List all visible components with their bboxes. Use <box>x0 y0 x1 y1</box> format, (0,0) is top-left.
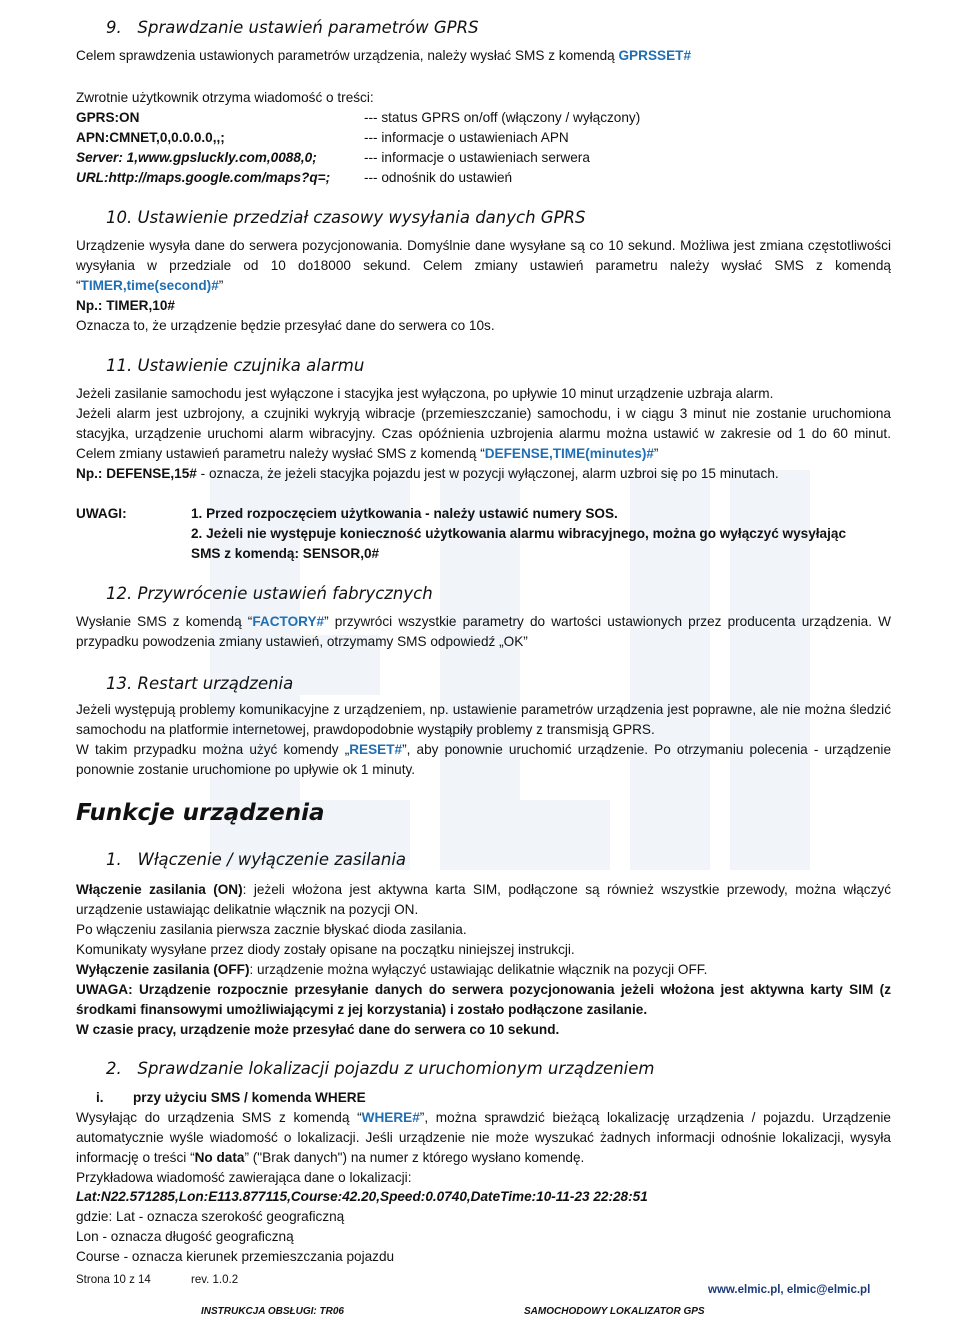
definition-lon: Lon - oznacza długość geograficzną <box>76 1229 294 1244</box>
section-10-paragraph <box>76 236 891 296</box>
section-11-heading <box>106 356 364 375</box>
command-gprsset: GPRSSET# <box>618 48 692 63</box>
reply-row-server-left: Server: 1,www.gpsluckly.com,0088,0; <box>76 150 317 165</box>
section-11-line1: Jeżeli zasilanie samochodu jest wyłączone i stacyjka jest wyłączona, po upływie 10 minut urządzenie uzbraja alarm. <box>76 386 774 401</box>
function-2-sub-number: i. <box>96 1090 104 1105</box>
section-13-number: 13. <box>106 674 133 693</box>
section-9-reply-intro: Zwrotnie użytkownik otrzyma wiadomość o treści: <box>76 90 374 105</box>
function-2-paragraph-mid: ”, można sprawdzić bieżącą lokalizację urządzenia / pojazdu. Urządzenie automatycznie wyśle wiadomość o lokalizacji. Jeśli urządzenie nie może wyszukać żadnych informacji odnośnie lokalizacji, wysyła informację o treści “ <box>76 1110 891 1165</box>
function-1-paragraph-4 <box>76 960 707 980</box>
section-12-number: 12. <box>106 584 133 603</box>
power-off-label: Wyłączenie zasilania (OFF) <box>76 962 250 977</box>
command-factory: FACTORY# <box>252 614 325 629</box>
function-2-sub-title: przy użyciu SMS / komenda WHERE <box>133 1090 366 1105</box>
section-12-title: Przywrócenie ustawień fabrycznych <box>137 584 433 603</box>
command-timer: TIMER,time(second)# <box>80 278 219 293</box>
function-1-paragraph-2: Po włączeniu zasilania pierwsza zacznie błyskać dioda zasilania. <box>76 922 467 937</box>
section-13-paragraph-1: Jeżeli występują problemy komunikacyjne z urządzeniem, np. ustawienie parametrów urządzenia jest poprawne, ale nie można śledzić samochodu na platformie internetowej, prawdopodobnie wystąpiły problemy z transmisją GPRS. <box>76 702 891 737</box>
function-1-heading <box>106 850 406 869</box>
reply-row-url-right: --- odnośnik do ustawień <box>364 170 513 185</box>
reply-row-url-left: URL:http://maps.google.com/maps?q=; <box>76 170 331 185</box>
function-1-title: Włączenie / wyłączenie zasilania <box>137 850 407 869</box>
section-11-number: 11. <box>106 356 133 375</box>
function-2-paragraph-text: Wysyłając do urządzenia SMS z komendą “ <box>76 1110 362 1125</box>
uwagi-item-2: 2. Jeżeli nie występuje konieczność użytkowania alarmu wibracyjnego, można go wyłączyć wysyłając <box>191 526 847 541</box>
footer-manual: INSTRUKCJA OBSŁUGI: TR06 <box>201 1306 344 1317</box>
uwagi-item-2-cont: SMS z komendą: SENSOR,0# <box>191 546 380 561</box>
function-1-paragraph-3: Komunikaty wysyłane przez diody zostały opisane na początku niniejszej instrukcji. <box>76 942 575 957</box>
section-13-heading <box>106 674 293 693</box>
function-2-example: Lat:N22.571285,Lon:E113.877115,Course:42.20,Speed:0.0740,DateTime:10-11-23 22:28:51 <box>76 1189 648 1204</box>
function-1-warning: UWAGA: Urządzenie rozpocznie przesyłanie danych do serwera pozycjonowania jeżeli włożona jest aktywna karty SIM (z środkami finansowymi umożliwiającymi z jej korzystania) i zostało podłączone zasilanie. <box>76 982 891 1017</box>
quote-open: “ <box>76 278 81 293</box>
section-9-number: 9. <box>106 18 122 37</box>
definition-course: Course - oznacza kierunek przemieszczania pojazdu <box>76 1249 395 1264</box>
section-12-paragraph <box>76 612 891 652</box>
function-2-title: Sprawdzanie lokalizacji pojazdu z uruchomionym urządzeniem <box>137 1059 655 1078</box>
section-10-heading <box>106 208 585 227</box>
function-2-paragraph-end: ” ("Brak danych") na numer z którego wysłano komendę. <box>244 1150 585 1165</box>
function-2-heading <box>106 1059 654 1078</box>
footer-revision: rev. 1.0.2 <box>191 1274 239 1286</box>
reply-row-gprs-right: --- status GPRS on/off (włączony / wyłączony) <box>364 110 641 125</box>
footer-product: SAMOCHODOWY LOKALIZATOR GPS <box>524 1306 705 1317</box>
section-9-title: Sprawdzanie ustawień parametrów GPRS <box>137 18 479 37</box>
section-11-example <box>76 464 779 484</box>
power-on-label: Włączenie zasilania (ON) <box>76 882 243 897</box>
reply-row-gprs-left: GPRS:ON <box>76 110 140 125</box>
power-off-text: : urządzenie można wyłączyć ustawiając delikatnie włącznik na pozycji OFF. <box>249 962 708 977</box>
section-10-number: 10. <box>106 208 133 227</box>
section-12-heading <box>106 584 433 603</box>
no-data-label: No data <box>194 1150 245 1165</box>
section-10-note: Oznacza to, że urządzenie będzie przesyłać dane do serwera co 10s. <box>76 318 495 333</box>
section-9-intro-text: Celem sprawdzenia ustawionych parametrów urządzenia, należy wysłać SMS z komendą <box>76 48 619 63</box>
quote-close: ” <box>653 446 659 461</box>
section-9-intro <box>76 46 691 66</box>
section-10-paragraph-text: Urządzenie wysyła dane do serwera pozycjonowania. Domyślnie dane wysyłane są co 10 sekund. Możliwa jest zmiana częstotliwości wysyłania w przedziale od 10 do18000 sekund. Celem zmiany ustawień parametru należy wysłać SMS z komendą <box>76 238 891 273</box>
footer-website-link[interactable]: www.elmic.pl, elmic@elmic.pl <box>708 1284 871 1296</box>
chapter-title: Funkcje urządzenia <box>76 800 325 826</box>
section-10-title: Ustawienie przedział czasowy wysyłania danych GPRS <box>137 208 586 227</box>
power-on-text: : jeżeli włożona jest aktywna karta SIM, podłączone są również wszystkie przewody, można włączyć urządzenie ustawiając delikatnie włącznik na pozycji ON. <box>76 882 891 917</box>
section-12-paragraph-text: Wysłanie SMS z komendą “ <box>76 614 253 629</box>
reply-row-apn-left: APN:CMNET,0,0.0.0.0,,; <box>76 130 225 145</box>
function-1-paragraph-6: W czasie pracy, urządzenie może przesyłać dane do serwera co 10 sekund. <box>76 1022 560 1037</box>
section-11-example-cmd: Np.: DEFENSE,15# <box>76 466 197 481</box>
section-11-example-text: - oznacza, że jeżeli stacyjka pojazdu jest w pozycji wyłączonej, alarm uzbroi się po 15 minutach. <box>196 466 779 481</box>
section-11-paragraph <box>76 404 891 464</box>
section-12-paragraph-rest: ” przywróci wszystkie parametry do wartości ustawionych przez producenta urządzenia. W przypadku powodzenia zmiany ustawień, otrzymamy SMS odpowiedź „OK” <box>76 614 891 649</box>
command-where: WHERE# <box>361 1110 420 1125</box>
reply-row-apn-right: --- informacje o ustawieniach APN <box>364 130 569 145</box>
command-reset: RESET# <box>349 742 403 757</box>
function-2-example-intro: Przykładowa wiadomość zawierająca dane o lokalizacji: <box>76 1170 412 1185</box>
command-defense: DEFENSE,TIME(minutes)# <box>484 446 654 461</box>
section-13-paragraph-2 <box>76 740 891 780</box>
definition-lat: gdzie: Lat - oznacza szerokość geograficzną <box>76 1209 345 1224</box>
section-11-title: Ustawienie czujnika alarmu <box>137 356 365 375</box>
section-11-paragraph-text: Jeżeli alarm jest uzbrojony, a czujniki wykryją wibracje (przemieszczanie) samochodu, i w ciągu 3 minut nie zostanie uruchomiona stacyjka, urządzenie uruchomi alarm wibracyjny. Czas opóźnienia uzbrojenia alarmu można ustawić w zakresie od 1 do 60 minut. Celem zmiany ustawień parametru należy wysłać SMS z komendą “ <box>76 406 891 461</box>
section-10-example: Np.: TIMER,10# <box>76 298 175 313</box>
function-2-number: 2. <box>106 1059 122 1078</box>
footer-page-number: Strona 10 z 14 <box>76 1274 151 1286</box>
section-13-paragraph-2-text: W takim przypadku można użyć komendy „ <box>76 742 350 757</box>
section-13-title: Restart urządzenia <box>137 674 294 693</box>
function-1-number: 1. <box>106 850 122 869</box>
function-1-paragraph-1 <box>76 880 891 920</box>
uwagi-label: UWAGI: <box>76 506 127 521</box>
section-9-heading <box>106 18 479 37</box>
function-2-paragraph <box>76 1108 891 1168</box>
uwagi-item-1: 1. Przed rozpoczęciem użytkowania - należy ustawić numery SOS. <box>191 506 618 521</box>
reply-row-server-right: --- informacje o ustawieniach serwera <box>364 150 590 165</box>
section-13-paragraph-2-rest: ”, aby ponownie uruchomić urządzenie. Po otrzymaniu polecenia - urządzenie ponownie zostanie uruchomione po upływie ok 1 minuty. <box>76 742 892 777</box>
quote-close: ” <box>218 278 224 293</box>
